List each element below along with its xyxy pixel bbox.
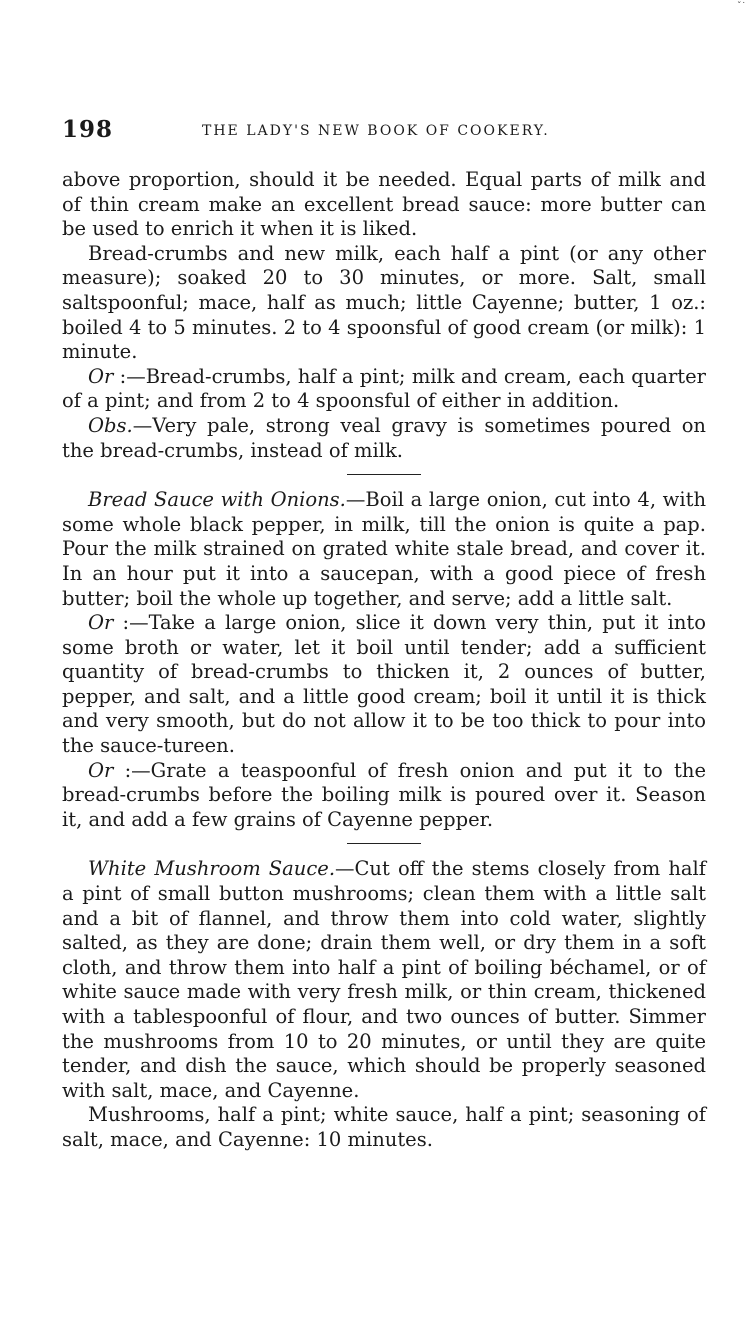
lead-or: Or [88,364,114,388]
running-title: THE LADY'S NEW BOOK OF COOKERY. [202,123,550,139]
recipe-title: Bread Sauce with Onions. [88,488,346,512]
paragraph-text: —Very pale, strong veal gravy is sometimes poured on the bread-crumbs, instead of milk. [62,413,706,462]
page-body [62,168,706,1153]
paragraph-or-alternative [62,365,706,414]
paragraph-observation [62,414,706,463]
recipe-bread-sauce-with-onions [62,488,706,611]
lead-obs: Obs. [88,413,133,437]
paragraph-or-alternative [62,759,706,833]
paragraph-text: —Boil a large onion, cut into 4, with some whole black pepper, in milk, till the onion is quite a pap. Pour the milk strained on grated white stale bread, and cover it. In an hour put it into a saucepan, with a good piece of fresh butter; boil the whole up together, and serve; add a little salt. [62,488,706,610]
paragraph-continued: above proportion, should it be needed. Equal parts of milk and of thin cream make an excellent bread sauce: more butter can be used to enrich it when it is liked. [62,168,706,241]
recipe-title: White Mushroom Sauce. [88,857,336,881]
paragraph-text: —Cut off the stems closely from half a pint of small button mushrooms; clean them with a little salt and a bit of flannel, and throw them into cold water, slightly salted, as they are done; drain them well, or dry them in a soft cloth, and throw them into half a pint of boiling béchamel, or of white sauce made with very fresh milk, or thin cream, thickened with a tablespoonful of flour, and two ounces of butter. Simmer the mushrooms from 10 to 20 minutes, or until they are quite tender, and dish the sauce, which should be properly seasoned with salt, mace, and Cayenne. [62,857,706,1102]
page-number: 198 [62,116,114,143]
page-header [62,116,702,150]
section-divider [347,474,421,475]
scan-artifact: ˇ˙ [737,2,746,12]
paragraph-mushroom-quantities: Mushrooms, half a pint; white sauce, half a pint; seasoning of salt, mace, and Cayenne: 10 minutes. [62,1103,706,1151]
paragraph-text: :—Grate a teaspoonful of fresh onion and put it to the bread-crumbs before the boiling milk is poured over it. Season it, and add a few grains of Cayenne pepper. [62,758,706,831]
lead-or: Or [88,611,114,635]
section-divider [347,843,421,844]
paragraph-text: :—Take a large onion, slice it down very thin, put it into some broth or water, let it boil until tender; add a sufficient quantity of bread-crumbs to thicken it, 2 ounces of butter, pepper, and salt, and a little good cream; boil it until it is thick and very smooth, but do not allow it to be too thick to pour into the sauce-tureen. [62,611,706,758]
paragraph-or-alternative [62,611,706,759]
recipe-white-mushroom-sauce [62,857,706,1103]
paragraph-bread-sauce-quantities: Bread-crumbs and new milk, each half a pint (or any other measure); soaked 20 to 30 minutes, or more. Salt, small saltspoonful; mace, half as much; little Cayenne; butter, 1 oz.: boiled 4 to 5 minutes. 2 to 4 spoonsful of good cream (or milk): 1 minute. [62,241,706,364]
lead-or: Or [88,758,114,782]
paragraph-text: :—Bread-crumbs, half a pint; milk and cream, each quarter of a pint; and from 2 to 4 spoonsful of either in addition. [62,364,706,413]
